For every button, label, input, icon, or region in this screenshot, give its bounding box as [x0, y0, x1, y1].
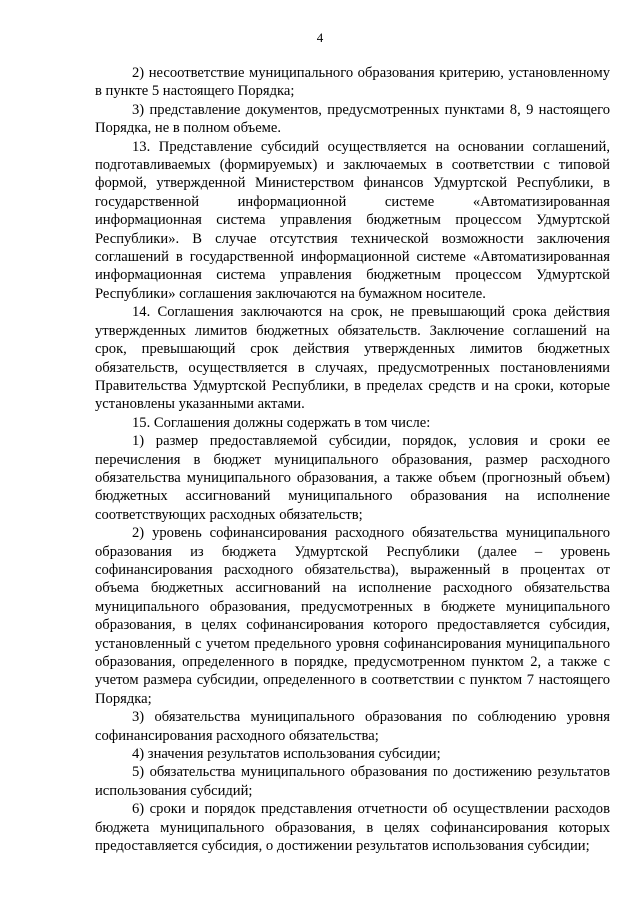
paragraph-15-item-3: 3) обязательства муниципального образования по соблюдению уровня софинансирования расходного обязательства; [95, 709, 610, 744]
body-text [95, 64, 610, 855]
paragraph-15-item-6: 6) сроки и порядок представления отчетности об осуществлении расходов бюджета муниципального образования, в целях софинансирования которых предоставляется субсидия, о достижении результатов использования субсидии; [95, 801, 610, 855]
paragraph-subitem-3-incomplete-documents: 3) представление документов, предусмотренных пунктами 8, 9 настоящего Порядка, не в полном объеме. [95, 101, 610, 137]
paragraph-14-agreement-term: 14. Соглашения заключаются на срок, не превышающий срока действия утвержденных лимитов бюджетных обязательств. Заключение соглашений на срок, превышающий срок действия утвержденных лимитов бюджетных обязательств, осуществляется в случаях, предусмотренных постановлениями Правительства Удмуртской Республики, в пределах средств и на сроки, которые установлены указанными актами. [95, 304, 610, 413]
paragraph-15-item-1: 1) размер предоставляемой субсидии, порядок, условия и сроки ее перечисления в бюджет муниципального образования, размер расходного обязательства муниципального образования, а также объем (прогнозный объем) бюджетных ассигнований муниципального образования на исполнение соответствующих расходных обязательств; [95, 433, 610, 523]
paragraph-15-item-4: 4) значения результатов использования субсидии; [132, 746, 441, 763]
paragraph-15-item-2: 2) уровень софинансирования расходного обязательства муниципального образования из бюджета Удмуртской Республики (далее – уровень софинансирования расходного обязательства), выраженный в процентах от объема бюджетных ассигнований на исполнение расходного обязательства муниципального образования, предусмотренных в бюджете муниципального образования, в целях софинансирования которого предоставляется субсидия, установленный с учетом предельного уровня софинансирования муниципального образования, определенного в порядке, предусмотренном пунктом 2, а также с учетом размера субсидии, определенного в соответствии с пунктом 7 настоящего Порядка; [95, 525, 610, 707]
paragraph-subitem-2-noncompliance: 2) несоответствие муниципального образования критерию, установленному в пункте 5 настоящего Порядка; [95, 65, 610, 100]
paragraph-13-subsidy-agreements: 13. Представление субсидий осуществляется на основании соглашений, подготавливаемых (формируемых) и заключаемых в соответствии с типовой формой, утвержденной Министерством финансов Удмуртской Республики, в государственной информационной системе «Автоматизированная информационная система управления бюджетным процессом Удмуртской Республики». В случае отсутствия технической возможности заключения соглашений в государственной информационной системе «Автоматизированная информационная система управления бюджетным процессом Удмуртской Республики» соглашения заключаются на бумажном носителе. [95, 138, 610, 302]
paragraph-15-agreement-contents: 15. Соглашения должны содержать в том числе: [132, 414, 431, 431]
page-number: 4 [316, 30, 324, 45]
paragraph-15-item-5: 5) обязательства муниципального образования по достижению результатов использования субсидий; [95, 764, 610, 799]
